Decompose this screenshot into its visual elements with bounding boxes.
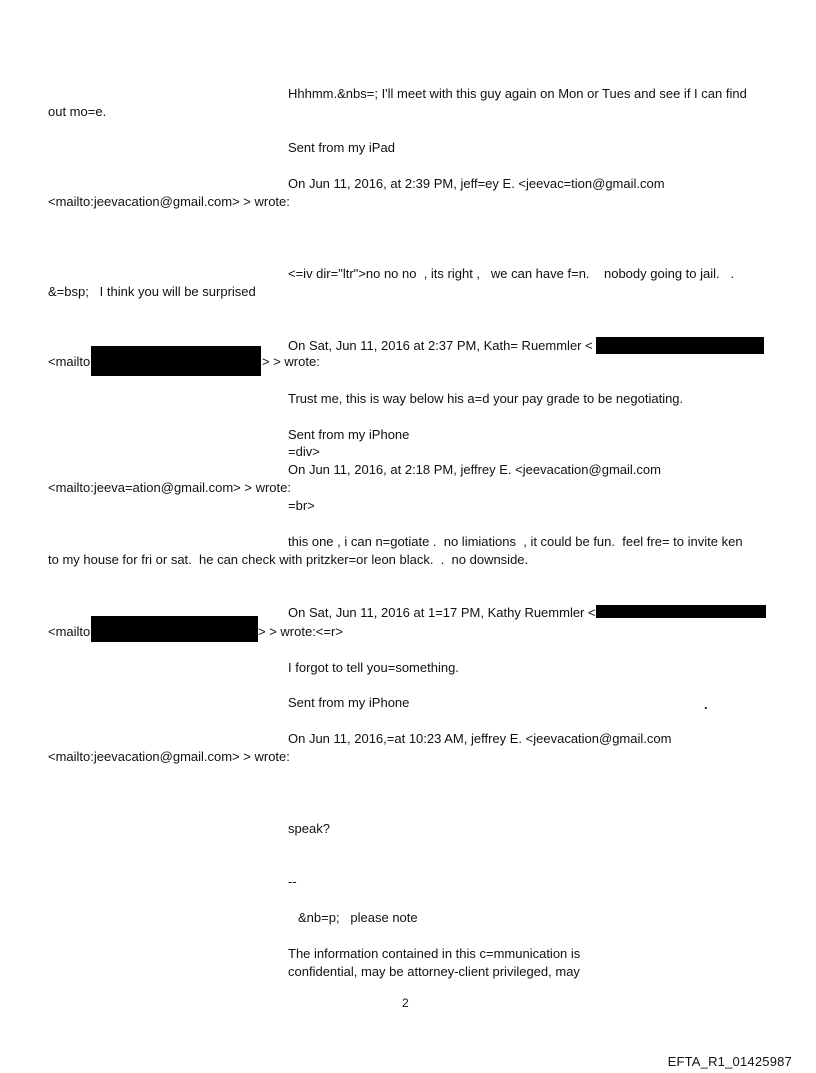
email-header-line: On Jun 11, 2016, at 2:39 PM, jeff=ey E. <jeevac=tion@gmail.com	[288, 176, 665, 191]
email-header-line: On Jun 11, 2016, at 2:18 PM, jeffrey E. <jeevacation@gmail.com	[288, 462, 661, 477]
disclaimer-line: confidential, may be attorney-client privileged, may	[288, 964, 580, 979]
email-text-line: to my house for fri or sat. he can check with pritzker=or leon black. . no downside.	[48, 552, 529, 567]
redaction-block	[91, 616, 258, 642]
email-text-line: =br>	[288, 498, 315, 513]
email-header-line: <mailto	[48, 624, 91, 639]
page-number: 2	[402, 996, 409, 1010]
disclaimer-heading: &nb=p; please note	[298, 910, 418, 925]
signature-line: Sent from my iPad	[288, 140, 395, 155]
email-text-line: <=iv dir="ltr">no no no , its right , we can have f=n. nobody going to jail. .	[288, 266, 735, 281]
email-text-line: &=bsp; I think you will be surprised	[48, 284, 256, 299]
email-header-line: <mailto:jeeva=ation@gmail.com> > wrote:	[48, 480, 291, 495]
email-header-line: On Jun 11, 2016,=at 10:23 AM, jeffrey E. <jeevacation@gmail.com	[288, 731, 672, 746]
email-header-line: > > wrote:	[262, 354, 320, 369]
email-text-line: Hhhmm.&nbs=; I'll meet with this guy again on Mon or Tues and see if I can find	[288, 86, 747, 101]
email-header-line: On Sat, Jun 11, 2016 at 1=17 PM, Kathy Ruemmler <	[288, 605, 596, 620]
signature-separator: --	[288, 874, 297, 889]
redaction-block	[596, 337, 764, 354]
redaction-block	[596, 605, 766, 618]
email-text-line: I forgot to tell you=something.	[288, 660, 459, 675]
email-text-line: this one , i can n=gotiate . no limiations , it could be fun. feel fre= to invite ken	[288, 534, 743, 549]
email-header-line: <mailto:jeevacation@gmail.com> > wrote:	[48, 749, 290, 764]
bates-number: EFTA_R1_01425987	[667, 1054, 792, 1069]
email-header-line: > > wrote:<=r>	[258, 624, 343, 639]
email-text-line: out mo=e.	[48, 104, 107, 119]
disclaimer-line: The information contained in this c=mmunication is	[288, 946, 581, 961]
signature-line: Sent from my iPhone	[288, 695, 410, 710]
signature-line: Sent from my iPhone	[288, 427, 410, 442]
stray-mark: .	[704, 697, 708, 712]
email-header-line: <mailto:jeevacation@gmail.com> > wrote:	[48, 194, 290, 209]
redaction-block	[91, 346, 261, 376]
email-text-line: =div>	[288, 444, 320, 459]
email-header-line: <mailto	[48, 354, 91, 369]
email-text-line: Trust me, this is way below his a=d your pay grade to be negotiating.	[288, 391, 684, 406]
email-text-line: speak?	[288, 821, 330, 836]
email-header-line: On Sat, Jun 11, 2016 at 2:37 PM, Kath= Ruemmler <	[288, 338, 593, 353]
